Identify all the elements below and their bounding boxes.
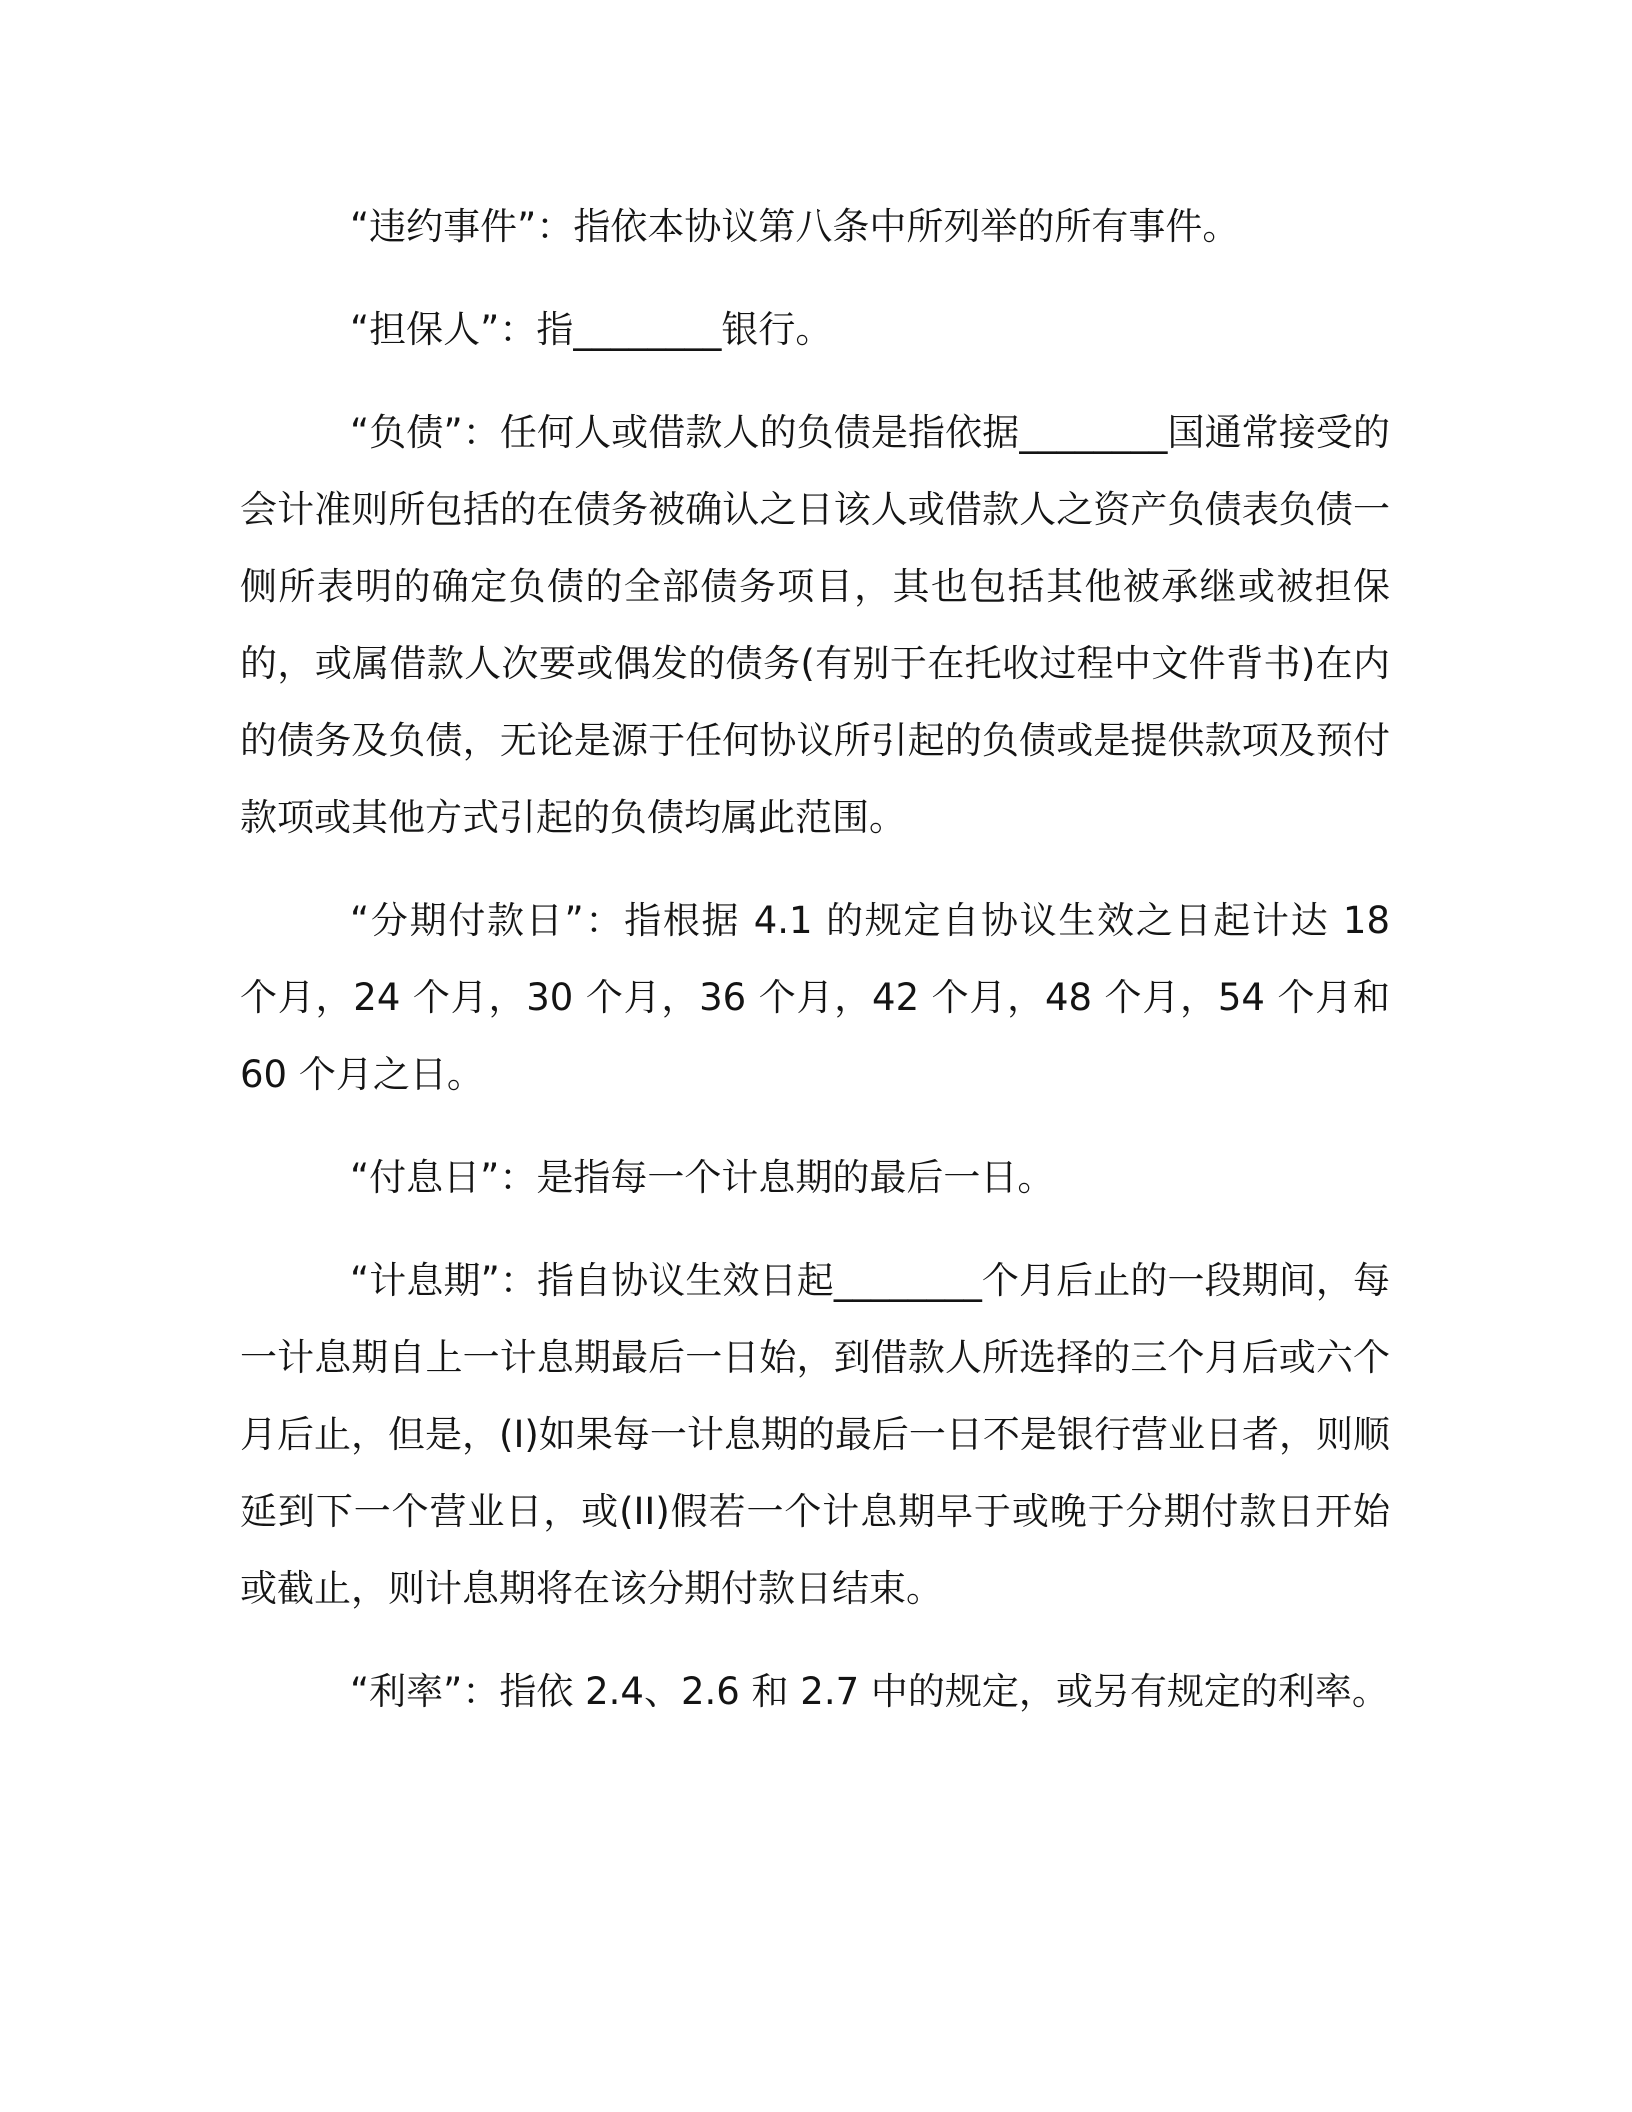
definition-interest-payment-date: “付息日”：是指每一个计息期的最后一日。 — [350, 1156, 1055, 1199]
definition-default-event: “违约事件”：指依本协议第八条中所列举的所有事件。 — [350, 205, 1240, 248]
definition-interest-rate: “利率”：指依 2.4、2.6 和 2.7 中的规定，或另有规定的利率。 — [350, 1670, 1389, 1713]
definition-interest-period: “计息期”：指自协议生效日起________个月后止的一段期间，每一计息期自上一计息期最后一日始，到借款人所选择的三个月后或六个月后止，但是，(I)如果每一计息期的最后一日不是银行营业日者，则顺延到下一个营业日，或(II)假若一个计息期早于或晚于分期付款日开始或截止，则计息期将在该分期付款日结束。 — [240, 1259, 1390, 1610]
definition-guarantor: “担保人”：指________银行。 — [350, 308, 833, 351]
definition-installment-date: “分期付款日”：指根据 4.1 的规定自协议生效之日起计达 18 个月，24 个月，30 个月，36 个月，42 个月，48 个月，54 个月和 60 个月之日。 — [240, 899, 1390, 1096]
definition-debt: “负债”：任何人或借款人的负债是指依据________国通常接受的会计准则所包括的在债务被确认之日该人或借款人之资产负债表负债一侧所表明的确定负债的全部债务项目，其也包括其他被承继或被担保的，或属借款人次要或偶发的债务(有别于在托收过程中文件背书)在内的债务及负债，无论是源于任何协议所引起的负债或是提供款项及预付款项或其他方式引起的负债均属此范围。 — [240, 411, 1390, 839]
document-body — [240, 188, 1390, 1730]
